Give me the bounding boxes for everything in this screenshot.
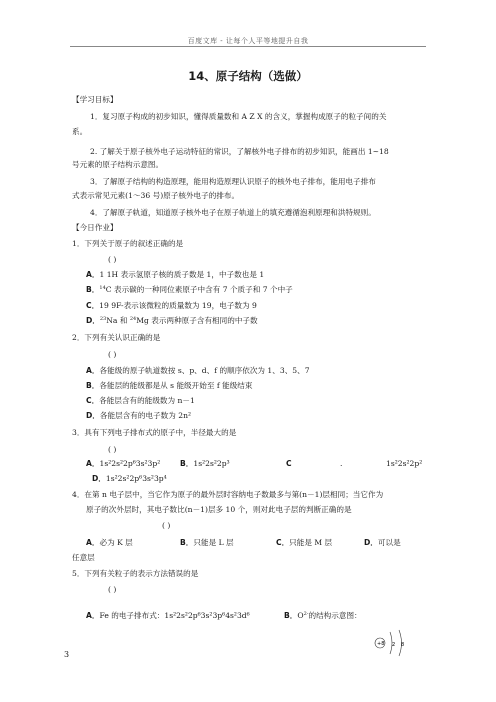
objective-3-line1: 3．了解原子结构的构造原理，能用构造原理认识原子的核外电子排布，能用电子排布 xyxy=(90,177,376,186)
nucleus-charge: +8 xyxy=(377,641,385,647)
question-3-option-c: 1s²2s²2p² xyxy=(386,459,423,468)
question-5-blank: ( ) xyxy=(108,585,117,594)
question-1-stem: 1．下列关于原子的叙述正确的是 xyxy=(72,239,184,248)
question-1-option-c: C．19 9F-表示该微粒的质量数为 19，电子数为 9 xyxy=(86,301,257,310)
question-2-option-a: A．各能级的原子轨道数按 s、p、d、f 的顺序依次为 1、3、5、7 xyxy=(86,366,310,375)
objective-1-line1: 1．复习原子构成的初步知识，懂得质量数和 A Z X 的含义，掌握构成原子的粒子间的关 xyxy=(90,112,387,121)
atom-shell-diagram xyxy=(372,628,412,658)
question-4-option-d: D．可以是 xyxy=(364,538,401,547)
question-4-option-a: A．必为 K 层 xyxy=(86,538,133,547)
question-5-option-b: B．$O^{2-}$的结构示意图： xyxy=(284,611,362,620)
question-2-stem: 2．下列有关认识正确的是 xyxy=(72,333,161,342)
shell-1-count: 2 xyxy=(392,642,396,648)
question-4-stem-line1: 4．在第 n 电子层中，当它作为原子的最外层时容纳电子数最多与第(n－1)层相同；当它作为 xyxy=(72,490,384,499)
question-1-blank: ( ) xyxy=(108,255,117,264)
objective-2-line1: 2. 了解关于原子核外电子运动特征的常识，了解核外电子排布的初步知识，能画出 1~18 xyxy=(90,147,389,156)
question-2-option-d: D．各能层含有的电子数为 2n² xyxy=(86,411,192,420)
question-4-option-b: B．只能是 L 层 xyxy=(180,538,234,547)
page-number: 3 xyxy=(64,650,70,659)
question-4-option-c: C．只能是 M 层 xyxy=(276,538,333,547)
objective-1-line2: 系。 xyxy=(72,127,88,136)
objective-4-line1: 4．了解原子轨道，知道原子核外电子在原子轨道上的填充遵循泡利原理和洪特规则。 xyxy=(90,208,376,217)
question-5-option-a: A．Fe 的电子排布式：1s²2s²2p⁶3s²3p⁶4s²3d⁶ xyxy=(86,611,250,620)
question-3-option-c-letter: C xyxy=(286,459,292,468)
question-2-blank: ( ) xyxy=(108,350,117,359)
question-3-option-b: B．1s²2s²2p³ xyxy=(180,459,230,468)
question-2-option-b: B．各能层的能级都是从 s 能级开始至 f 能级结束 xyxy=(86,381,253,390)
question-1-option-a: A．1 1H 表示氢原子核的质子数是 1，中子数也是 1 xyxy=(86,270,265,279)
question-2-option-c: C．各能层含有的能级数为 n－1 xyxy=(86,396,195,405)
section-heading-objectives: 【学习目标】 xyxy=(72,95,118,104)
question-4-stem-line2: 原子的次外层时，其电子数比(n－1)层多 10 个，则对此电子层的判断正确的是 xyxy=(86,505,352,514)
question-3-option-d: D．1s²2s²2p⁶3s²3p⁴ xyxy=(92,474,167,483)
shell-2-count: 8 xyxy=(401,642,405,648)
objective-2-line2: 号元素的原子结构示意图。 xyxy=(72,160,164,169)
objective-3-line2: 式表示常见元素(1～36 号)原子核外电子的排布。 xyxy=(72,191,240,200)
question-3-option-c-dot: . xyxy=(340,459,343,468)
question-5-stem: 5．下列有关粒子的表示方法错误的是 xyxy=(72,569,199,578)
question-1-option-d: D．$^{23}$Na 和 $^{24}$Mg 表示两种原子含有相同的中子数 xyxy=(86,316,258,325)
question-3-option-a: A．1s²2s²2p⁶3s²3p² xyxy=(86,459,161,468)
question-3-blank: ( ) xyxy=(108,445,117,454)
page-title: 14、原子结构（选做） xyxy=(188,69,308,83)
page-header: 百度文库 - 让每个人平等地提升自我 xyxy=(187,37,309,45)
question-4-blank: ( ) xyxy=(162,521,171,530)
question-4-option-d-cont: 任意层 xyxy=(72,553,95,562)
header-divider xyxy=(70,46,426,47)
question-3-stem: 3．具有下列电子排布式的原子中，半径最大的是 xyxy=(72,428,237,437)
question-1-option-b: B．$^{14}$C 表示碳的一种同位素原子中含有 7 个质子和 7 个中子 xyxy=(86,285,293,294)
section-heading-homework: 【今日作业】 xyxy=(72,223,118,232)
